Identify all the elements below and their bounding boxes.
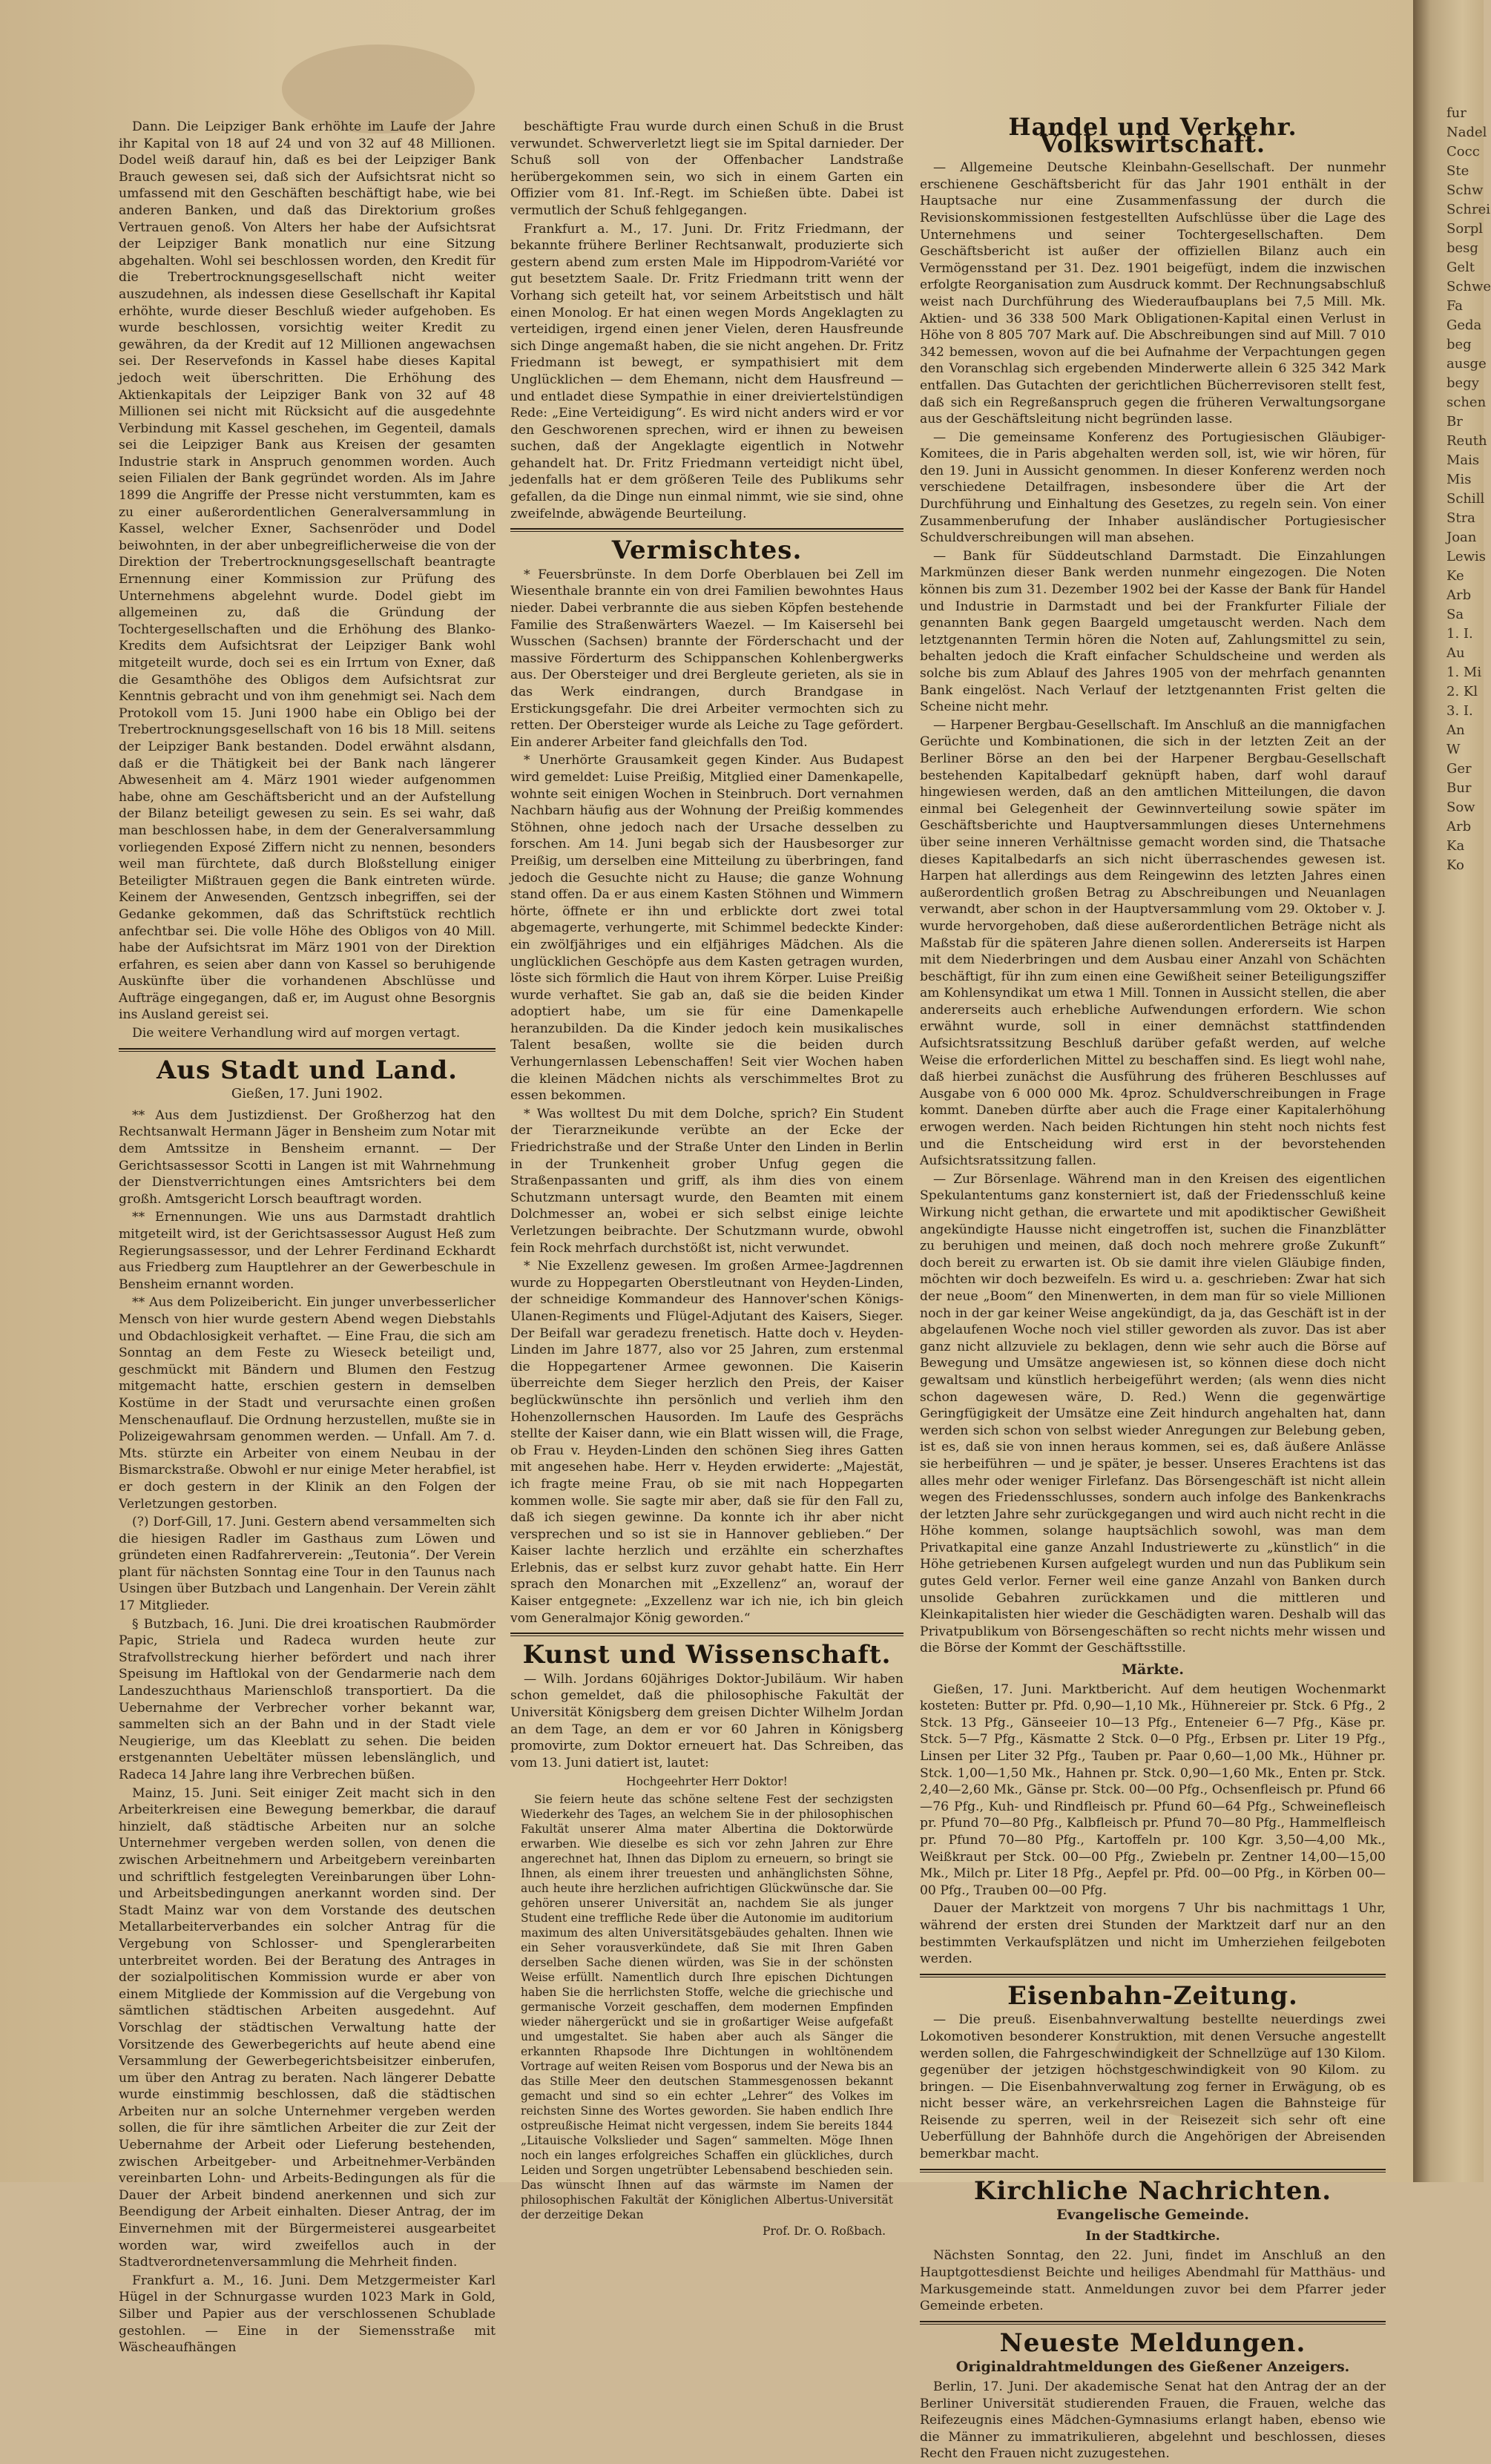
section-divider	[920, 2169, 1386, 2173]
edge-fragment: Stra	[1446, 510, 1475, 526]
article-paragraph: (?) Dorf-Gill, 17. Juni. Gestern abend versammelten sich die hiesigen Radler im Gasthaus zum Löwen und gründeten einen Radfahrerverein: „Teutonia“. Der Verein plant für nächsten Sonntag eine Tour in den Taunus nach Usingen über Butzbach und Langenhain. Der Verein zählt 17 Mitglieder.	[119, 1515, 496, 1614]
article-paragraph: — Die gemeinsame Konferenz des Portugiesischen Gläubiger-Komitees, die in Paris abgehalten werden soll, ist, wie wir hören, für den 19. Juni in Aussicht genommen. In dieser Konferenz werden noch verschiedene Detailfragen, insbesondere über die Art der Durchführung und Einhaltung des Gesetzes, zu regeln sein. Von einer Zusammenberufung der Inhaber ausländischer Portugiesischer Schuldverschreibungen will man absehen.	[920, 429, 1386, 546]
edge-fragment: 2. Kl	[1446, 684, 1478, 699]
edge-fragment: 1. I.	[1446, 626, 1473, 642]
edge-fragment: Nadel	[1446, 125, 1487, 140]
edge-fragment: Ke	[1446, 568, 1464, 584]
article-paragraph: — Zur Börsenlage. Während man in den Kreisen des eigentlichen Spekulantentums ganz konsterniert ist, daß der Friedensschluß keine Wirkung nicht gethan, die erwartete und mit apodiktischer Gewißheit angekündigte Hausse nicht eingetroffen ist, suchen die Finanzblätter zu beruhigen und meinen, daß doch noch mehrere große Zukunft“ doch bereit zu erwarten ist. Ob sie damit ihre vielen Gläubige finden, möchten wir doch bezweifeln. Es wird u. a. geschrieben: Zwar hat sich der neue „Boom“ den Minenwerten, in dem man für so viele Millionen noch in der gar keiner Weise angekündigt, da ja, das Geschäft ist in der abgelaufenen Woche noch viel stiller geworden als zuvor. Das ist aber ganz nicht allzuviele zu beklagen, denn wie sehr auch die Börse auf Bewegung und Umsätze angewiesen ist, so können diese doch nicht gewaltsam und künstlich herbeigeführt werden; (als wenn dies nicht schon dagewesen wäre, D. Red.) Wenn die gegenwärtige Geringfügigkeit der Umsätze eine Zeit hindurch angehalten hat, dann werden sich schon von selbst wieder Anregungen zur Belebung geben, ist es, daß sie von innen heraus kommen, sei es, daß äußere Anlässe sie herbeiführen — und je später, je besser. Unseres Erachtens ist das alles mehr oder weniger Firlefanz. Das Börsengeschäft ist nicht allein wegen des Friedensschlusses, sondern auch infolge des Bankenkrachs der letzten Jahre sehr zurückgegangen und wird auch nicht recht in die Höhe kommen, solange hauptsächlich sowohl, was man dem Privatkapital eine ganze Anzahl Industriewerte zu „künstlich“ in die Höhe getriebenen Kursen aufgelegt wurden und nun das Publikum sein gutes Geld verlor. Ferner weil eine ganze Anzahl von Banken durch unsolide Gebahren zurückkamen und die mittleren und Kleinkapitalisten hier wieder die Geschädigten waren. Deshalb will das Privatpublikum von Börsengeschäften so recht nichts mehr wissen und die Börse der Kommt der Geschäftsstille.	[920, 1171, 1386, 1656]
section-heading-handel: Handel und Verkehr. Volkswirtschaft.	[1008, 113, 1297, 158]
edge-fragment: beg	[1446, 337, 1472, 352]
article-paragraph: Berlin, 17. Juni. Der akademische Senat hat den Antrag der an der Berliner Universität studierenden Frauen, die Frauen, welche das Reifezeugnis eines Mädchen-Gymnasiums erlangt haben, ebenso wie die Männer zu immatrikulieren, abgelehnt und beschlossen, dieses Recht den Frauen nicht zuzugestehen.	[920, 2379, 1386, 2462]
edge-fragment: Mais	[1446, 452, 1480, 468]
section-divider	[920, 1974, 1386, 1977]
section-heading-neueste: Neueste Meldungen.	[999, 2328, 1306, 2358]
edge-fragment: Mis	[1446, 472, 1472, 487]
edge-fragment: 3. I.	[1446, 703, 1473, 719]
section-divider	[920, 2321, 1386, 2325]
article-paragraph: Dann. Die Leipziger Bank erhöhte im Laufe der Jahre ihr Kapital von 18 auf 24 und von 32 auf 48 Millionen. Dodel weiß darauf hin, daß es bei der Leipziger Bank Brauch gewesen sei, daß sich der Aufsichtsrat nicht so umfassend mit den Geschäften beschäftigt habe, wie bei anderen Banken, und daß das Direktorium großes Vertrauen genoß. Von Alters her habe der Aufsichtsrat der Leipziger Bank monatlich nur eine Sitzung abgehalten. Wohl sei beschlossen worden, den Kredit für die Trebertrocknungsgesellschaft nicht weiter auszudehnen, als indessen diese Gesellschaft ihr Kapital erhöhte, wurde dieser Beschluß wieder aufgehoben. Es wurde beschlossen, vorsichtig weiter Kredit zu gewähren, da der Kredit auf 12 Millionen angewachsen sei. Der Reservefonds in Kassel habe dieses Kapital jedoch weit überschritten. Die Erhöhung des Aktienkapitals der Leipziger Bank von 32 auf 48 Millionen sei nicht mit Rücksicht auf die ausgedehnte Verbindung mit Kassel geschehen, im Gegenteil, damals sei die Leipziger Bank aus Kreisen der gesamten Industrie stark in Anspruch genommen worden. Auch seien Filialen der Bank gegründet worden. Als im Jahre 1899 die Angriffe der Presse nicht verstummten, kam es zu einer außerordentlichen Generalversammlung in Kassel, welcher Exner, Sachsenröder und Dodel beiwohnten, in der aber unbegreiflicherweise die von der Direktion der Trebertrocknungsgesellschaft beantragte Ernennung einer Kommission zur Prüfung des Unternehmens abgelehnt wurde. Dodel giebt im allgemeinen zu, daß die Gründung der Tochtergesellschaften und die Erhöhung des Blanko-Kredits dem Aufsichtsrat der Leipziger Bank wohl mitgeteilt wurde, doch sei es ein Irrtum von Exner, daß die Gesamthöhe des Obligos dem Aufsichtsrat zur Kenntnis gebracht und von ihm genehmigt sei. Nach dem Protokoll vom 15. Juni 1900 habe ein Obligo bei der Trebertrocknungsgesellschaft von 16 bis 18 Mill. seitens der Leipziger Bank bestanden. Dodel erwähnt alsdann, daß er die Thätigkeit bei der Bank nach längerer Abwesenheit am 4. März 1901 wieder aufgenommen habe, ohne am Geschäftsbericht und an der Aufstellung der Bilanz beteiligt gewesen zu sein. Es sei wahr, daß man beschlossen habe, in dem der Generalversammlung vorliegenden Exposé Ziffern nicht zu nennen, besonders weil man fürchtete, daß durch Bloßstellung einiger Beteiligter Mißtrauen gegen die Bank eintreten würde. Keinem der Anwesenden, Gentzsch inbegriffen, sei der Gedanke gekommen, daß das Schriftstück rechtlich anfechtbar sei. Die volle Höhe des Obligos von 40 Mill. habe der Aufsichtsrat im März 1901 von der Direktion erfahren, es seien aber dann von Kassel so beruhigende Auskünfte über die vorhandenen Abschlüsse und Aufträge eingegangen, daß er, im August ohne Besorgnis ins Ausland gereist sei.	[119, 119, 496, 1023]
next-page-edge	[1446, 104, 1491, 1513]
article-paragraph: Gießen, 17. Juni. Marktbericht. Auf dem heutigen Wochenmarkt kosteten: Butter pr. Pfd. 0,90—1,10 Mk., Hühnereier pr. Stck. 6 Pfg., 2 Stck. 13 Pfg., Gänseeier 10—13 Pfg., Enteneier 6—7 Pfg., Käse pr. Stck. 5—7 Pfg., Käsmatte 2 Stck. 0—0 Pfg., Erbsen pr. Liter 19 Pfg., Linsen per Liter 32 Pfg., Tauben pr. Paar 0,60—1,00 Mk., Hühner pr. Stck. 1,00—1,50 Mk., Hahnen pr. Stck. 0,90—1,60 Mk., Enten pr. Stck. 2,40—2,60 Mk., Gänse pr. Stck. 00—00 Pfg., Ochsenfleisch pr. Pfund 66—76 Pfg., Kuh- und Rindfleisch pr. Pfund 60—64 Pfg., Schweinefleisch pr. Pfund 70—80 Pfg., Kalbfleisch pr. Pfund 70—80 Pfg., Hammelfleisch pr. Pfund 70—80 Pfg., Kartoffeln pr. 100 Kgr. 3,50—4,00 Mk., Weißkraut per Stck. 00—00 Pfg., Zwiebeln pr. Zentner 14,00—15,00 Mk., Milch pr. Liter 18 Pfg., Aepfel pr. Pfd. 00—00 Pfg., in Körben 00—00 Pfg., Trauben 00—00 Pfg.	[920, 1681, 1386, 1898]
dateline: Gießen, 17. Juni 1902.	[231, 1086, 384, 1102]
article-paragraph: ** Aus dem Polizeibericht. Ein junger unverbesserlicher Mensch von hier wurde gestern Abend wegen Diebstahls und Obdachlosigkeit verhaftet. — Eine Frau, die sich am Sonntag an dem Feste zu Wieseck beteiligt und, geschmückt mit Bändern und Blumen den Festzug mitgemacht hatte, erschien gestern in demselben Kostüme in der Stadt und verursachte einen großen Menschenauflauf. Die Ordnung herzustellen, mußte sie in Polizeigewahrsam genommen werden. — Unfall. Am 7. d. Mts. stürzte ein Arbeiter von einem Neubau in der Bismarckstraße. Obwohl er nur einige Meter herabfiel, ist er doch gestern in der Klinik an den Folgen der Verletzungen gestorben.	[119, 1295, 496, 1512]
article-paragraph: — Die preuß. Eisenbahnverwaltung bestellte neuerdings zwei Lokomotiven besonderer Konstruktion, mit denen Versuche angestellt werden sollen, die Fahrgeschwindigkeit der Schnellzüge auf 130 Kilom. gegenüber der jetzigen höchstgeschwindigkeit von 90 Kilom. zu bringen. — Die Eisenbahnverwaltung zog ferner in Erwägung, ob es nicht besser wäre, an verkehrsreichen Lagen die Bahnsteige für Reisende zu sperren, weil in der Reisezeit sich sehr oft eine Ueberfüllung der Bahnhöfe durch die Angehörigen der Abreisenden bemerkbar macht.	[920, 2012, 1386, 2162]
edge-fragment: Joan	[1446, 530, 1477, 545]
edge-fragment: Ko	[1446, 857, 1464, 873]
letter-body: Sie feiern heute das schöne seltene Fest der sechzigsten Wiederkehr des Tages, an welchem Sie in der philosophischen Fakultät unserer Alma mater Albertina die Doktorwürde erwarben. Wie dieselbe es sich vor zehn Jahren zur Ehre angerechnet hat, Ihnen das Diplom zu erneuern, so bringt sie Ihnen, als einem ihrer treuesten und anhänglichsten Söhne, auch heute ihre herzlichen aufrichtigen Glückwünsche dar. Sie gehören unserer Universität an, nachdem Sie als junger Student eine treffliche Rede über die Autonomie im auditorium maximum des alten Universitätsgebäudes gehalten. Ihnen wie ein Seher vorausverkündete, daß Sie mit Ihren Gaben derselben Sache dienen würden, was Sie in der schönsten Weise erfüllt. Namentlich durch Ihre epischen Dichtungen haben Sie die herrlichsten Stoffe, welche die griechische und germanische Vorzeit geschaffen, dem modernen Empfinden wieder nähergerückt und sie in großartiger Weise aufgefaßt und umgestaltet. Sie haben aber auch als Sänger die erkannten Rhapsode Ihre Dichtungen in wohltönendem Vortrage auf weiten Reisen vom Bosporus und der Newa bis an das Stille Meer den deutschen Stammesgenossen bekannt gemacht und sind so ein echter „Lehrer“ des Volkes im reichsten Sinne des Wortes geworden. Sie haben endlich Ihre ostpreußische Heimat nicht vergessen, indem Sie bereits 1844 „Litauische Volkslieder und Sagen“ sammelten. Möge Ihnen noch ein langes erfolgreiches Schaffen ein glückliches, durch Leiden und Sorgen ungetrübter Lebensabend beschieden sein. Das wünscht Ihnen auf das wärmste im Namen der philosophischen Fakultät der Königlichen Albertus-Universität der derzeitige Dekan	[521, 1793, 893, 2222]
article-paragraph: — Harpener Bergbau-Gesellschaft. Im Anschluß an die mannigfachen Gerüchte und Kombinationen, die sich in der letzten Zeit an der Berliner Börse an den bei der Harpener Bergbau-Gesellschaft bestehenden Kapitalbedarf geknüpft haben, darf wohl darauf hingewiesen werden, daß an den amtlichen Mitteilungen, die davon einmal bei Gelegenheit der Gewinnverteilung sowie später im Geschäftsberichte und Hauptversammlungen dieses Unternehmens über seine inneren Verhältnisse gemacht worden sind, die Thatsache dieses Kapitalbedarfs an sich nicht überraschendes gewesen ist. Harpen hat allerdings aus dem Reingewinn des letzten Jahres einen außerordentlich großen Betrag zu Abschreibungen und Neuanlagen verwandt, aber schon in der Hauptversammlung vom 29. Oktober v. J. wurde hervorgehoben, daß diese außerordentlichen Beträge nicht als Maßstab für die späteren Jahre dienen sollen. Andererseits ist Harpen mit dem Niederbringen und dem Ausbau einer Anzahl von Schächten beschäftigt, für ihn zum einen eine Gewißheit seiner Beteiligungsziffer am Kohlensyndikat um etwa 1 Mill. Tonnen in Aussicht stellen, die aber andererseits auch erhebliche Aufwendungen erfordern. Wie schon erwähnt wurde, soll in einer demnächst stattfindenden Aufsichtsratssitzung Beschluß darüber gefaßt werden, auf welche Weise die erforderlichen Mittel zu beschaffen sind. Es liegt wohl nahe, daß hierbei zunächst die Ausführung des früheren Beschlusses auf Ausgabe von 6 000 000 Mk. 4proz. Schuldverschreibungen in Frage kommt. Daneben dürfte aber auch die Frage einer Kapitalerhöhung erwogen werden. Nach beiden Richtungen hin steht noch nichts fest und die Entscheidung wird erst in der bevorstehenden Aufsichtsratssitzung fallen.	[920, 717, 1386, 1169]
section-divider	[510, 528, 904, 532]
edge-fragment: Schrei	[1446, 202, 1491, 217]
column-2	[510, 119, 904, 2241]
edge-fragment: Schwe	[1446, 279, 1491, 294]
edge-fragment: Au	[1446, 645, 1465, 661]
edge-fragment: ausge	[1446, 356, 1487, 372]
article-paragraph: § Butzbach, 16. Juni. Die drei kroatischen Raubmörder Papic, Striela und Radeca wurden heute zur Strafvollstreckung hierher befördert und nach ihrer Speisung im Haftlokal von der Gendarmerie nach dem Landeszuchthaus Marienschloß transportiert. Da die Uebernahme der Verbrecher vorher bekannt war, sammelten sich an der Bahn und in der Stadt viele Neugierige, um das Kleeblatt zu sehen. Die beiden erstgenannten Uebeltäter müssen lebenslänglich, und Radeca 14 Jahre lang ihre Verbrechen büßen.	[119, 1616, 496, 1782]
subheading: Originaldrahtmeldungen des Gießener Anzeigers.	[955, 2359, 1350, 2376]
article-paragraph: beschäftigte Frau wurde durch einen Schuß in die Brust verwundet. Schwerverletzt liegt sie im Spital darnieder. Der Schuß soll von der Offenbacher Landstraße herübergekommen sein, wo sich in einem Garten ein Offizier vom 81. Inf.-Regt. im Schießen übte. Dabei ist vermutlich der Schuß fehlgegangen.	[510, 119, 904, 218]
subheading: In der Stadtkirche.	[1085, 2228, 1220, 2244]
article-paragraph: Die weitere Verhandlung wird auf morgen vertagt.	[132, 1026, 461, 1041]
edge-fragment: Cocc	[1446, 144, 1480, 159]
article-paragraph: Mainz, 15. Juni. Seit einiger Zeit macht sich in den Arbeiterkreisen eine Bewegung bemerkbar, die darauf hinzielt, daß städtische Arbeiten nur an solche Unternehmer vergeben werden sollen, von denen die zwischen Arbeitnehmern und Arbeitgebern vereinbarten und schriftlich festgelegten Vereinbarungen über Lohn- und Arbeitsbedingungen anerkannt worden sind. Der Stadt Mainz war von dem Vorstande des deutschen Metallarbeiterverbandes ein solcher Antrag für die Vergebung von Schlosser- und Spenglerarbeiten unterbreitet worden. Bei der Beratung des Antrages in der sozialpolitischen Kommission wurde er aber von einem Mitgliede der Kommission auf die Vergebung von sämtlichen städtischen Arbeiten ausgedehnt. Auf Vorschlag der städtischen Verwaltung hatte der Vorsitzende des Gewerbegerichts auf heute abend eine Versammlung der Gewerbegerichtsbeisitzer einberufen, um über den Antrag zu beraten. Nach längerer Debatte wurde einstimmig beschlossen, daß die städtischen Arbeiten nur an solche Unternehmer vergeben werden sollen, die für ihre sämtlichen Arbeiter die zur Zeit der Uebernahme der Arbeit oder Lieferung bestehenden, zwischen Arbeitgeber- und Arbeitnehmer-Verbänden vereinbarten Lohn- und Arbeits-Bedingungen als für die Dauer der Arbeit bindend anerkennen und sich zur Beendigung der Arbeit einhalten. Dieser Antrag, der im Einvernehmen mit der Bürgermeisterei ausgearbeitet worden war, wird zweifellos auch in der Stadtverordnetenversammlung die Mehrheit finden.	[119, 1785, 496, 2270]
edge-fragment: Ka	[1446, 838, 1465, 854]
edge-fragment: Ste	[1446, 163, 1469, 179]
section-divider	[119, 1048, 496, 1052]
edge-fragment: fur	[1446, 105, 1467, 121]
edge-fragment: Br	[1446, 414, 1463, 429]
section-heading-maerkte: Märkte.	[1122, 1661, 1184, 1679]
article-paragraph: — Bank für Süddeutschland Darmstadt. Die Einzahlungen Markmünzen dieser Bank werden nunmehr eingezogen. Die Noten können bis zum 31. Dezember 1902 bei der Kasse der Bank für Handel und Industrie in Darmstadt und bei der Frankfurter Filiale der genannten Bank gegen Baargeld umgetauscht werden. Nach dem letztgenannten Termin hören die Noten auf, Zahlungsmittel zu sein, behalten jedoch die Kraft einfacher Schuldscheine und werden als solche bis zum Ablauf des Jahres 1905 von der mehrfach genannten Bank eingelöst. Nach Verlauf der letztgenannten Frist gelten die Scheine nicht mehr.	[920, 548, 1386, 715]
article-paragraph: * Unerhörte Grausamkeit gegen Kinder. Aus Budapest wird gemeldet: Luise Preißig, Mitglied einer Damenkapelle, wohnte seit einigen Wochen in Steinbruch. Dort vernahmen Nachbarn häufig aus der Wohnung der Preißig kommendes Stöhnen, ohne jedoch nach der Ursache desselben zu forschen. Am 14. Juni begab sich der Hausbesorger zur Preißig, um derselben eine Mitteilung zu überbringen, fand jedoch die Gesuchte nicht zu Hause; die ganze Wohnung stand offen. Da er aus einem Kasten Stöhnen und Wimmern hörte, öffnete er ihn und erblickte dort zwei total abgemagerte, verhungerte, mit Schimmel bedeckte Kinder: ein zwölfjähriges und ein elfjähriges Mädchen. Als die unglücklichen Geschöpfe aus dem Kasten getragen wurden, löste sich förmlich die Haut von ihrem Körper. Luise Preißig wurde verhaftet. Sie gab an, daß sie die beiden Kinder adoptiert habe, um sie für eine Damenkapelle heranzubilden. Da die Kinder jedoch kein musikalisches Talent besaßen, wollte sie die beiden durch Verhungernlassen Lebenschaffen! Seit vier Wochen haben die kleinen Mädchen nichts als verschimmeltes Brot zu essen bekommen.	[510, 753, 904, 1104]
article-paragraph: Nächsten Sonntag, den 22. Juni, findet im Anschluß an den Hauptgottesdienst Beichte und heiliges Abendmahl für Matthäus- und Markusgemeinde statt. Anmeldungen zuvor bei dem Pfarrer jeder Gemeinde erbeten.	[920, 2248, 1386, 2314]
subheading: Evangelische Gemeinde.	[1056, 2207, 1249, 2224]
letter-block	[510, 1774, 904, 2239]
article-paragraph: Dauer der Marktzeit von morgens 7 Uhr bis nachmittags 1 Uhr, während der ersten drei Stunden der Marktzeit darf nur an den bestimmten Verkaufsplätzen und nicht im Umherziehen feilgeboten werden.	[920, 1901, 1386, 1967]
edge-fragment: Ger	[1446, 761, 1472, 777]
edge-fragment: besg	[1446, 240, 1478, 256]
edge-fragment: W	[1446, 742, 1461, 757]
article-paragraph: Frankfurt a. M., 16. Juni. Dem Metzgermeister Karl Hügel in der Schnurgasse wurden 1023 Mark in Gold, Silber und Papier aus der verschlossenen Schublade gestohlen. — Eine in der Siemensstraße mit Wäscheaufhängen	[119, 2273, 496, 2356]
edge-fragment: Gelt	[1446, 260, 1475, 275]
letter-signature: Prof. Dr. O. Roßbach.	[763, 2224, 886, 2239]
section-heading-kirche: Kirchliche Nachrichten.	[973, 2175, 1332, 2206]
column-3	[920, 113, 1386, 2464]
article-paragraph: — Wilh. Jordans 60jähriges Doktor-Jubiläum. Wir haben schon gemeldet, daß die philosophische Fakultät der Universität Königsberg dem greisen Dichter Wilhelm Jordan an dem Tage, an dem er vor 60 Jahren in Königsberg promovirte, zum Doktor erneuert hat. Das Schreiben, das vom 13. Juni datiert ist, lautet:	[510, 1671, 904, 1770]
edge-fragment: 1. Mi	[1446, 665, 1482, 680]
edge-fragment: Arb	[1446, 819, 1472, 834]
article-paragraph: — Allgemeine Deutsche Kleinbahn-Gesellschaft. Der nunmehr erschienene Geschäftsbericht für das Jahr 1901 enthält in der Hauptsache nur eine Zusammenfassung der durch die Revisionskommissionen festgestellten Aufschlüsse über die Lage des Unternehmens und seiner Tochtergesellschaften. Dem Geschäftsbericht ist außer der offiziellen Bilanz auch ein Vermögensstand per 31. Dez. 1901 beigefügt, indem die inzwischen erfolgte Reorganisation zum Ausdruck kommt. Der Rechnungsabschluß weist nach Durchführung des Wiederaufbauplans bei 7,5 Mill. Mk. Aktien- und 36 338 500 Mark Obligationen-Kapital einen Verlust in Höhe von 8 805 707 Mark auf. Die Abschreibungen sind auf Mill. 7 010 342 bemessen, wovon auf die bei Aufnahme der Verpachtungen gegen den Voranschlag sich ergebenden Minderwerte allein 6 325 342 Mark entfallen. Das Gutachten der gerichtlichen Bücherrevisoren stellt fest, daß sich ein Regreßanspruch gegen die früheren Verwaltungsorgane aus der Geschäftsleitung nicht begründen lasse.	[920, 160, 1386, 427]
edge-fragment: Sow	[1446, 800, 1475, 815]
article-paragraph: * Was wolltest Du mit dem Dolche, sprich? Ein Student der Tierarzneikunde verübte an der Ecke der Friedrichstraße und der Straße Unter den Linden in Berlin in der Trunkenheit grober Unfug gegen die Straßenpassanten und griff, als ihm dies von einem Schutzmann untersagt wurde, den Beamten mit einem Dolchmesser an, wobei er sich selbst einige leichte Verletzungen beibrachte. Der Schutzmann wurde, obwohl fein Rock mehrfach durchstößt ist, nicht verwundet.	[510, 1106, 904, 1256]
section-heading-kunst: Kunst und Wissenschaft.	[522, 1640, 892, 1670]
article-paragraph: ** Aus dem Justizdienst. Der Großherzog hat den Rechtsanwalt Hermann Jäger in Bensheim zum Notar mit dem Amtssitze in Bensheim ernannt. — Der Gerichtsassessor Scotti in Langen ist mit Wahrnehmung der Dienstverrichtungen eines Amtsrichters bei dem großh. Amtsgericht Lorsch beauftragt worden.	[119, 1107, 496, 1207]
edge-fragment: Schill	[1446, 491, 1485, 507]
section-divider	[510, 1633, 904, 1636]
edge-fragment: Fa	[1446, 298, 1463, 314]
edge-fragment: An	[1446, 722, 1465, 738]
letter-salutation: Hochgeehrter Herr Doktor!	[626, 1775, 788, 1789]
edge-fragment: Lewis	[1446, 549, 1487, 564]
section-heading-eisenbahn: Eisenbahn-Zeitung.	[1007, 1980, 1298, 2011]
article-paragraph: * Feuersbrünste. In dem Dorfe Oberblauen bei Zell im Wiesenthale brannte ein von drei Familien bewohntes Haus nieder. Dabei verbrannte die aus sieben Köpfen bestehende Familie des Straßenwärters Waezel. — Im Kaisersehl bei Wusschen (Sachsen) brannte der Förderschacht und der massive Förderturm des Schippanschen Kohlenbergwerks aus. Der Obersteiger und drei Bergleute gerieten, als sie in das Werk eindrangen, durch Brandgase in Erstickungsgefahr. Die drei Arbeiter vermochten sich zu retten. Der Obersteiger wurde als Leiche zu Tage gefördert. Ein anderer Arbeiter fand gleichfalls den Tod.	[510, 567, 904, 750]
edge-fragment: Schw	[1446, 182, 1484, 198]
edge-fragment: Sa	[1446, 607, 1464, 622]
edge-fragment: schen	[1446, 395, 1487, 410]
edge-fragment: Sorpl	[1446, 221, 1484, 237]
article-paragraph: ** Ernennungen. Wie uns aus Darmstadt drahtlich mitgeteilt wird, ist der Gerichtsassessor August Heß zum Regierungsassessor, und der Lehrer Ferdinand Eckhardt aus Friedberg zum Hauptlehrer an der Gewerbeschule in Bensheim ernannt worden.	[119, 1210, 496, 1292]
column-1	[119, 119, 496, 2358]
section-heading-stadt-land: Aus Stadt und Land.	[157, 1055, 458, 1085]
edge-fragment: Bur	[1446, 780, 1472, 796]
edge-fragment: Arb	[1446, 587, 1472, 603]
edge-fragment: begy	[1446, 375, 1479, 391]
article-paragraph: * Nie Exzellenz gewesen. Im großen Armee-Jagdrennen wurde zu Hoppegarten Oberstleutnant von Heyden-Linden, der schneidige Kommandeur des Hannover'schen Königs-Ulanen-Regiments und Flügel-Adjutant des Kaisers, Sieger. Der Beifall war geradezu frenetisch. Hatte doch v. Heyden-Linden im Jahre 1877, also vor 25 Jahren, zum erstenmal die Hoppegartener Armee gewonnen. Die Kaiserin überreichte dem Sieger herzlich den Preis, der Kaiser beglückwünschte ihn persönlich und verlieh ihm den Hohenzollernschen Hausorden. Im Laufe des Gesprächs stellte der Kaiser dann, wie ein Blatt wissen will, die Frage, ob Frau v. Heyden-Linden den schönen Sieg ihres Gatten mit angesehen habe. Herr v. Heyden erwiderte: „Majestät, ich fragte meine Frau, ob sie mit nach Hoppegarten kommen wolle. Sie sagte mir aber, daß sie für den Fall zu, daß ich siegen gewinne. Da konnte ich ihr aber nicht versprechen und so ist sie in Hannover geblieben.“ Der Kaiser lachte herzlich und erzählte ein scherzhaftes Erlebnis, das er selbst kurz zuvor gehabt hatte. Ein Herr sprach den Monarchen mit „Exzellenz“ an, worauf der Kaiser entgegnete: „Exzellenz war ich nie, ich bin gleich vom Generalmajor König geworden.“	[510, 1259, 904, 1626]
article-paragraph: Frankfurt a. M., 17. Juni. Dr. Fritz Friedmann, der bekannte frühere Berliner Rechtsanwalt, produzierte sich gestern abend zum ersten Male im Hippodrom-Variété vor gut besetztem Saale. Dr. Fritz Friedmann tritt wenn der Vorhang sich geteilt hat, vor seinem Arbeitstisch und hält einen Monolog. Er hat einen wegen Mords Angeklagten zu verteidigen, irgend einen jener Vielen, deren Hausfreunde sich Dinge angemaßt haben, die sie nicht angehen. Dr. Fritz Friedmann ist bewegt, er sympathisiert mit dem Unglücklichen — dem Ehemann, nicht dem Hausfreund — und entladet diese Sympathie in einer dreiviertelstündigen Rede: „Eine Verteidigung“. Es wird nicht anders wird er vor den Geschworenen sprechen, wird er ihnen zu beweisen suchen, daß der Angeklagte eigentlich in Notwehr gehandelt hat. Dr. Fritz Friedmann verteidigt nicht übel, jedenfalls hat er dem größeren Teile des Publikums sehr gefallen, da die Dinge nun einmal nimmt, wie sie sind, ohne zweifelnde, abwägende Beurteilung.	[510, 221, 904, 521]
edge-fragment: Reuth	[1446, 433, 1487, 449]
edge-fragment: Geda	[1446, 317, 1482, 333]
section-heading-vermischtes: Vermischtes.	[611, 536, 803, 566]
